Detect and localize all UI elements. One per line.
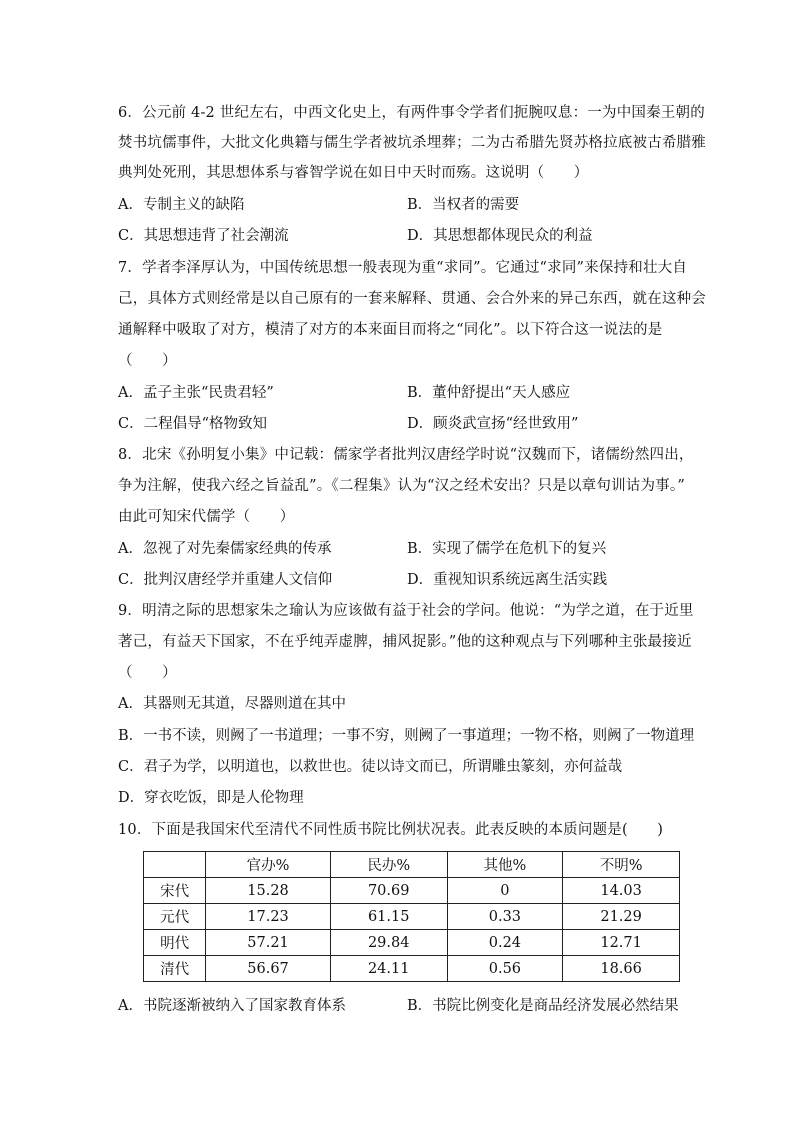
table-cell: 29.84 [330, 930, 447, 956]
table-header-row [144, 852, 680, 878]
table-cell: 宋代 [144, 878, 206, 904]
table-cell: 17.23 [206, 904, 331, 930]
q9-stem-line-1: 9．明清之际的思想家朱之瑜认为应该做有益于社会的学问。他说：“为学之道，在于近里 [118, 603, 694, 619]
q7-stem-line-1: 7．学者李泽厚认为，中国传统思想一般表现为重“求同”。它通过“求同”来保持和壮大自 [118, 260, 688, 276]
table-cell: 18.66 [563, 956, 680, 982]
q8-option-b: B．实现了儒学在危机下的复兴 [407, 541, 607, 557]
q7-option-b: B．董仲舒提出“天人感应 [407, 385, 571, 401]
table-cell: 0.24 [447, 930, 563, 956]
table-cell: 12.71 [563, 930, 680, 956]
table-cell: 15.28 [206, 878, 331, 904]
q7-stem-line-3: 通解释中吸取了对方，模清了对方的本来面目而将之“同化”。以下符合这一说法的是 [118, 322, 663, 338]
table-cell: 14.03 [563, 878, 680, 904]
q9-option-c: C．君子为学，以明道也，以救世也。徒以诗文而已，所谓雕虫篆刻，亦何益哉 [118, 759, 623, 775]
table-cell: 明代 [144, 930, 206, 956]
q8-option-c: C．批判汉唐经学并重建人文信仰 [118, 572, 333, 588]
table-header-cell: 不明% [563, 852, 680, 878]
table-cell: 清代 [144, 956, 206, 982]
q8-option-a: A．忽视了对先秦儒家经典的传承 [118, 541, 332, 557]
q9-stem-line-3: （ ） [118, 665, 177, 681]
q8-stem-line-1: 8．北宋《孙明复小集》中记载：儒家学者批判汉唐经学时说“汉魏而下，诸儒纷然四出， [118, 447, 694, 463]
table-cell: 61.15 [330, 904, 447, 930]
table-cell: 57.21 [206, 930, 331, 956]
table-cell: 24.11 [330, 956, 447, 982]
table-header-cell: 官办% [206, 852, 331, 878]
table-header-cell: 其他% [447, 852, 563, 878]
table-header-cell [144, 852, 206, 878]
q7-option-c: C．二程倡导“格物致知 [118, 416, 268, 432]
table-cell: 0.56 [447, 956, 563, 982]
table-cell: 21.29 [563, 904, 680, 930]
table-cell: 70.69 [330, 878, 447, 904]
q6-option-b: B．当权者的需要 [407, 197, 520, 213]
q9-option-b: B．一书不读，则阙了一书道理；一事不穷，则阙了一事道理；一物不格，则阙了一物道理 [118, 728, 695, 744]
q6-stem-line-1: 6．公元前 4-2 世纪左右，中西文化史上，有两件事令学者们扼腕叹息：一为中国秦王朝的 [118, 105, 705, 121]
table-cell: 元代 [144, 904, 206, 930]
q10-option-b: B．书院比例变化是商品经济发展必然结果 [407, 998, 679, 1014]
table-cell: 56.67 [206, 956, 331, 982]
q8-stem-line-2: 争为注解，使我六经之旨益乱”。《二程集》认为“汉之经术安出？只是以章句训诂为事。” [118, 478, 685, 494]
q10-stem: 10．下面是我国宋代至清代不同性质书院比例状况表。此表反映的本质问题是( ) [118, 822, 664, 838]
table-row [144, 904, 680, 930]
table-cell: 0 [447, 878, 563, 904]
q9-stem-line-2: 著己，有益天下国家，不在乎纯弄虚脾，捕风捉影。”他的这种观点与下列哪种主张最接近 [118, 634, 692, 650]
q8-option-d: D．重视知识系统远离生活实践 [407, 572, 608, 588]
q7-stem-line-4: （ ） [118, 353, 177, 369]
table-cell: 0.33 [447, 904, 563, 930]
q7-option-a: A．孟子主张“民贵君轻” [118, 385, 274, 401]
q9-option-d: D．穿衣吃饭，即是人伦物理 [118, 790, 304, 806]
academy-ratio-table [143, 851, 680, 982]
table-row [144, 930, 680, 956]
table-row [144, 956, 680, 982]
q6-option-c: C．其思想违背了社会潮流 [118, 228, 289, 244]
q7-stem-line-2: 己，具体方式则经常是以自己原有的一套来解释、贯通、会合外来的异己东西，就在这种会 [118, 291, 706, 307]
q8-stem-line-3: 由此可知宋代儒学（ ） [118, 509, 295, 525]
q6-stem-line-3: 典判处死刑，其思想体系与睿智学说在如日中天时而殇。这说明（ ） [118, 165, 589, 181]
q10-option-a: A．书院逐渐被纳入了国家教育体系 [118, 998, 346, 1014]
q9-option-a: A．其器则无其道，尽器则道在其中 [118, 696, 346, 712]
table-row [144, 878, 680, 904]
q6-option-d: D．其思想都体现民众的利益 [407, 228, 593, 244]
q6-option-a: A．专制主义的缺陷 [118, 197, 245, 213]
q7-option-d: D．顾炎武宣扬“经世致用” [407, 416, 579, 432]
q6-stem-line-2: 焚书坑儒事件，大批文化典籍与儒生学者被坑杀埋葬；二为古希腊先贤苏格拉底被古希腊雅 [118, 135, 706, 151]
table-header-cell: 民办% [330, 852, 447, 878]
